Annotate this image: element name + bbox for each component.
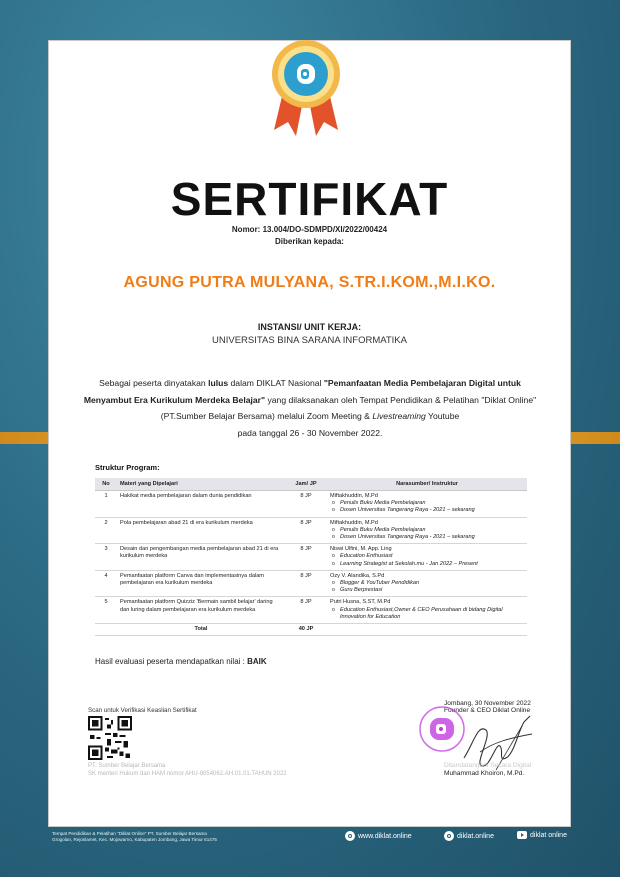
instructor-credential: o Education Enthusiast bbox=[330, 553, 524, 560]
cell-jam: 8 JP bbox=[285, 570, 327, 597]
col-jam: Jam/ JP bbox=[285, 478, 327, 491]
instructor-name: Ozy V. Alandika, S.Pd bbox=[330, 572, 385, 579]
footer-website[interactable] bbox=[345, 831, 412, 841]
desc-livestream: Livestreaming bbox=[372, 411, 426, 421]
diklat-logo-stamp-icon bbox=[418, 705, 466, 753]
desc-text: dalam DIKLAT Nasional bbox=[228, 378, 324, 388]
institution-name: UNIVERSITAS BINA SARANA INFORMATIKA bbox=[212, 335, 407, 346]
evaluation-result bbox=[95, 657, 267, 666]
instructor-name: Putri Husna, S.ST, M.Pd bbox=[330, 599, 391, 606]
program-table bbox=[95, 478, 527, 636]
instructor-credential: o Education Enthusiast,Owner & CEO Perusahaan di bidang Digital Innovation for Education bbox=[330, 607, 524, 621]
cell-materi: Pola pembelajaran abad 21 di era kurikulum merdeka bbox=[117, 517, 285, 544]
cell-no: 1 bbox=[95, 491, 117, 518]
digital-signature-note: Ditandatangani Secara Digital bbox=[444, 762, 532, 769]
cell-materi: Pemanfaatan platform Quizziz 'Bermain sambil belajar' daring dan luring dalam pembelajaran era kurikulum merdeka bbox=[117, 597, 285, 624]
footer-youtube-text: diklat online bbox=[530, 831, 567, 839]
cell-jam: 8 JP bbox=[285, 544, 327, 571]
desc-event-title: "Pemanfaatan Media Pembelajaran Digital untuk Menyambut Era Kurikulum Merdeka Belajar" bbox=[83, 378, 521, 405]
signer-name: Muhammad Khoiron, M.Pd. bbox=[444, 770, 525, 777]
given-to-label: Diberikan kepada: bbox=[275, 237, 344, 246]
instructor-name: Miftakhuddin, M.Pd bbox=[330, 519, 378, 526]
table-total-row bbox=[95, 624, 527, 636]
instructor-credential: o Penulis Buku Media Pembelajaran bbox=[330, 527, 524, 534]
cell-narasumber bbox=[327, 597, 527, 624]
total-spacer bbox=[327, 624, 527, 636]
footer-website-text: www.diklat.online bbox=[358, 832, 412, 840]
footer-address bbox=[52, 831, 217, 843]
globe-icon bbox=[345, 831, 355, 841]
cell-no: 2 bbox=[95, 517, 117, 544]
qr-code-icon[interactable] bbox=[88, 716, 132, 760]
legal-number: SK menteri Hukum dan HAM nomor AHU-0054062.AH.01.01.TAHUN 2022 bbox=[88, 771, 287, 777]
medal-badge-icon bbox=[270, 38, 342, 138]
table-row bbox=[95, 570, 527, 597]
total-label: Total bbox=[117, 624, 285, 636]
evaluation-text: Hasil evaluasi peserta mendapatkan nilai : bbox=[95, 657, 248, 666]
cell-narasumber bbox=[327, 517, 527, 544]
table-row bbox=[95, 491, 527, 518]
desc-text: Sebagai peserta dinyatakan bbox=[99, 378, 209, 388]
instructor-credential: o Dosen Universitas Tangerang Raya - 2021 – sekarang bbox=[330, 534, 524, 541]
cell-materi: Pemanfaatan platform Canva dan implementasinya dalam pembelajaran era kurikulum merdeka bbox=[117, 570, 285, 597]
footer-address-line: Grogolan, Rejoslamet, Kec. Mojowarno, Kabupaten Jombang, Jawa Timur 61475 bbox=[52, 837, 217, 842]
cell-no: 5 bbox=[95, 597, 117, 624]
institution-label: INSTANSI/ UNIT KERJA: bbox=[257, 322, 362, 332]
signature-date: Jombang, 30 November 2022 bbox=[444, 700, 531, 707]
instructor-credential: o Blogger & YouTuber Pendidikan bbox=[330, 580, 524, 587]
footer-instagram-text: diklat.online bbox=[457, 832, 494, 840]
cell-materi: Desain dan pengembangan media pembelajaran abad 21 di era kurikulum merdeka bbox=[117, 544, 285, 571]
signature-role: Founder & CEO Diklat Online bbox=[444, 707, 531, 714]
cell-narasumber bbox=[327, 544, 527, 571]
footer-instagram[interactable] bbox=[444, 831, 494, 841]
desc-date: pada tanggal 26 - 30 November 2022. bbox=[237, 427, 383, 438]
instructor-credential: o Penulis Buku Media Pembelajaran bbox=[330, 500, 524, 507]
cell-narasumber bbox=[327, 491, 527, 518]
certificate-description bbox=[80, 375, 540, 441]
certificate-title: SERTIFIKAT bbox=[170, 173, 449, 225]
instructor-name: Miftakhuddin, M.Pd bbox=[330, 493, 378, 499]
desc-text: yang dilaksanakan oleh Tempat Pendidikan & Pelatihan "Diklat Online" (PT.Sumber Belajar Bersama) melalui Zoom Meeting & bbox=[160, 394, 537, 421]
table-row bbox=[95, 597, 527, 624]
cell-jam: 8 JP bbox=[285, 491, 327, 518]
program-heading: Struktur Program: bbox=[95, 463, 160, 472]
table-row bbox=[95, 544, 527, 571]
footer-address-line: Tempat Pendidikan & Pelatihan "Diklat Online" PT. Sumber Belajar Bersama bbox=[52, 831, 207, 836]
instructor-credential: o Learning Strategist at Sekolah.mu - Jan 2022 – Present bbox=[330, 561, 524, 568]
cell-no: 4 bbox=[95, 570, 117, 597]
recipient-name: AGUNG PUTRA MULYANA, S.TR.I.KOM.,M.I.KO. bbox=[123, 274, 496, 291]
cell-jam: 8 JP bbox=[285, 597, 327, 624]
total-value: 40 JP bbox=[285, 624, 327, 636]
desc-text: Youtube bbox=[425, 411, 460, 421]
instagram-icon bbox=[444, 831, 454, 841]
cell-no: 3 bbox=[95, 544, 117, 571]
instructor-credential: o Dosen Universitas Tangerang Raya - 2021 – sekarang bbox=[330, 507, 524, 514]
company-name: PT. Sumber Belajar Bersama bbox=[88, 763, 166, 769]
program-rows bbox=[95, 491, 527, 636]
table-row bbox=[95, 517, 527, 544]
cell-narasumber bbox=[327, 570, 527, 597]
table-header-row bbox=[95, 478, 527, 491]
col-no: No bbox=[95, 478, 117, 491]
scan-label: Scan untuk Verifikasi Keaslian Sertifikat bbox=[88, 707, 197, 714]
certificate-number: Nomor: 13.004/DO-SDMPD/XI/2022/00424 bbox=[231, 225, 388, 234]
evaluation-grade: BAIK bbox=[247, 657, 267, 666]
cell-jam: 8 JP bbox=[285, 517, 327, 544]
col-narasumber: Narasumber/ Instruktur bbox=[327, 478, 527, 491]
desc-lulus: lulus bbox=[208, 378, 229, 388]
footer-youtube[interactable] bbox=[517, 831, 567, 839]
cell-materi: Hakikat media pembelajaran dalam dunia pendidikan bbox=[117, 491, 285, 518]
instructor-credential: o Guru Berprestasi bbox=[330, 587, 524, 594]
youtube-icon bbox=[517, 831, 527, 839]
total-spacer bbox=[95, 624, 117, 636]
instructor-name: Niswi Ulfini, M. App. Ling bbox=[330, 546, 392, 553]
col-materi: Materi yang Dipelajari bbox=[117, 478, 285, 491]
